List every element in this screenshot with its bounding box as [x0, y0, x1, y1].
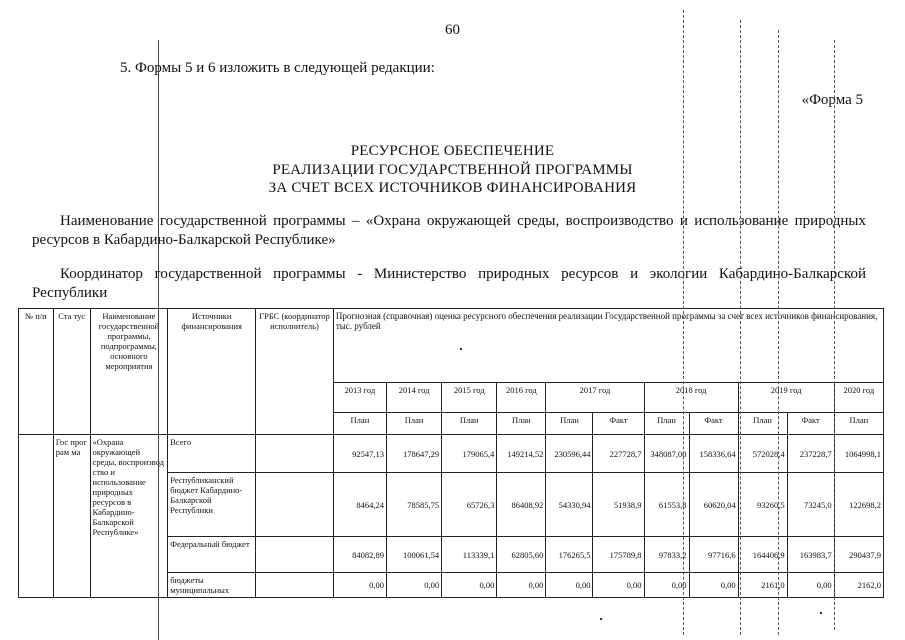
value-cell: 62805,60	[497, 537, 546, 573]
value-cell: 122698,2	[834, 473, 883, 537]
value-cell: 0,00	[546, 573, 593, 598]
value-cell: 178647,29	[386, 435, 441, 473]
year-2015: 2015 год	[442, 383, 497, 413]
header-sources: Источники финансирования	[168, 309, 256, 435]
source-cell: Всего	[168, 435, 256, 473]
header-status: Ста тус	[53, 309, 90, 435]
value-cell: 0,00	[644, 573, 689, 598]
scan-artifact-dot	[820, 612, 822, 614]
title-line-1: РЕСУРСНОЕ ОБЕСПЕЧЕНИЕ	[350, 143, 555, 159]
value-cell: 92547,13	[333, 435, 386, 473]
value-cell: 0,00	[497, 573, 546, 598]
grbs-cell	[256, 435, 334, 473]
value-cell: 158336,64	[689, 435, 738, 473]
scan-artifact-line	[683, 10, 684, 635]
grbs-cell	[256, 473, 334, 537]
value-cell: 572028,4	[738, 435, 787, 473]
year-2020: 2020 год	[834, 383, 883, 413]
value-cell: 0,00	[442, 573, 497, 598]
value-cell: 237228,7	[787, 435, 834, 473]
value-cell: 0,00	[787, 573, 834, 598]
scan-artifact-dot	[600, 618, 602, 620]
value-cell: 2161,0	[738, 573, 787, 598]
subcol-fact: Факт	[787, 413, 834, 435]
value-cell: 179065,4	[442, 435, 497, 473]
year-2016: 2016 год	[497, 383, 546, 413]
header-name: Наименование государственной программы, подпрограммы, основного мероприятия	[90, 309, 168, 435]
value-cell: 0,00	[333, 573, 386, 598]
year-2017: 2017 год	[546, 383, 644, 413]
source-cell: Республиканский бюджет Кабардино-Балкарской Республики	[168, 473, 256, 537]
value-cell: 0,00	[593, 573, 644, 598]
intro-line: 5. Формы 5 и 6 изложить в следующей редакции:	[120, 60, 435, 76]
form-label: «Форма 5	[801, 92, 863, 108]
scan-artifact-dot	[460, 348, 462, 350]
year-2013: 2013 год	[333, 383, 386, 413]
title-line-2: РЕАЛИЗАЦИИ ГОСУДАРСТВЕННОЙ ПРОГРАММЫ	[272, 162, 633, 178]
program-name-cell: «Охрана окружающей среды, воспроизвод ство и использование природных ресурсов в Кабардино-Балкарской Республике»	[90, 435, 168, 598]
value-cell: 84082,89	[333, 537, 386, 573]
value-cell: 149214,52	[497, 435, 546, 473]
value-cell: 86408,92	[497, 473, 546, 537]
source-cell: Федеральный бюджет	[168, 537, 256, 573]
subcol-plan: План	[386, 413, 441, 435]
header-forecast: Прогнозная (справочная) оценка ресурсного обеспечения реализации Государственной программы за счет всех источников финансирования, тыс. рублей	[333, 309, 883, 383]
title-line-3: ЗА СЧЕТ ВСЕХ ИСТОЧНИКОВ ФИНАНСИРОВАНИЯ	[268, 180, 637, 196]
subcol-plan: План	[497, 413, 546, 435]
resource-table	[18, 308, 884, 598]
subcol-plan: План	[442, 413, 497, 435]
header-grbs: ГРБС (координатор исполнитель)	[256, 309, 334, 435]
value-cell: 1064998,1	[834, 435, 883, 473]
grbs-cell	[256, 573, 334, 598]
value-cell: 175789,8	[593, 537, 644, 573]
header-num: № п/п	[19, 309, 54, 435]
value-cell: 230596,44	[546, 435, 593, 473]
subcol-plan: План	[546, 413, 593, 435]
subcol-plan: План	[644, 413, 689, 435]
page-number: 60	[445, 22, 460, 38]
value-cell: 0,00	[386, 573, 441, 598]
value-cell: 78585,75	[386, 473, 441, 537]
value-cell: 65726,3	[442, 473, 497, 537]
status-cell: Гос прог рам ма	[53, 435, 90, 598]
scan-artifact-line	[158, 40, 159, 640]
value-cell: 97833,2	[644, 537, 689, 573]
value-cell: 227728,7	[593, 435, 644, 473]
value-cell: 60620,04	[689, 473, 738, 537]
value-cell: 290437,9	[834, 537, 883, 573]
year-2018: 2018 год	[644, 383, 738, 413]
subcol-plan: План	[738, 413, 787, 435]
subcol-fact: Факт	[689, 413, 738, 435]
subcol-plan: План	[333, 413, 386, 435]
value-cell: 2162,0	[834, 573, 883, 598]
scan-artifact-line	[740, 20, 741, 635]
row-num-cell	[19, 435, 54, 598]
coordinator-paragraph: Координатор государственной программы - Министерство природных ресурсов и экологии Кабардино-Балкарской Республики	[32, 266, 866, 301]
value-cell: 93260,5	[738, 473, 787, 537]
value-cell: 164406,9	[738, 537, 787, 573]
grbs-cell	[256, 537, 334, 573]
value-cell: 0,00	[689, 573, 738, 598]
value-cell: 61553,8	[644, 473, 689, 537]
scan-artifact-line	[778, 30, 779, 635]
value-cell: 8464,24	[333, 473, 386, 537]
value-cell: 113339,1	[442, 537, 497, 573]
program-name-paragraph: Наименование государственной программы – «Охрана окружающей среды, воспроизводство и использование природных ресурсов в Кабардино-Балкарской Республике»	[32, 213, 866, 248]
year-2014: 2014 год	[386, 383, 441, 413]
subcol-plan: План	[834, 413, 883, 435]
year-2019: 2019 год	[738, 383, 834, 413]
value-cell: 51938,9	[593, 473, 644, 537]
value-cell: 54330,94	[546, 473, 593, 537]
table-row	[19, 435, 884, 473]
value-cell: 163983,7	[787, 537, 834, 573]
value-cell: 73245,0	[787, 473, 834, 537]
value-cell: 176265,5	[546, 537, 593, 573]
subcol-fact: Факт	[593, 413, 644, 435]
value-cell: 100061,54	[386, 537, 441, 573]
source-cell: бюджеты муниципальных	[168, 573, 256, 598]
scan-artifact-line	[834, 40, 835, 630]
value-cell: 348087,00	[644, 435, 689, 473]
value-cell: 97716,6	[689, 537, 738, 573]
